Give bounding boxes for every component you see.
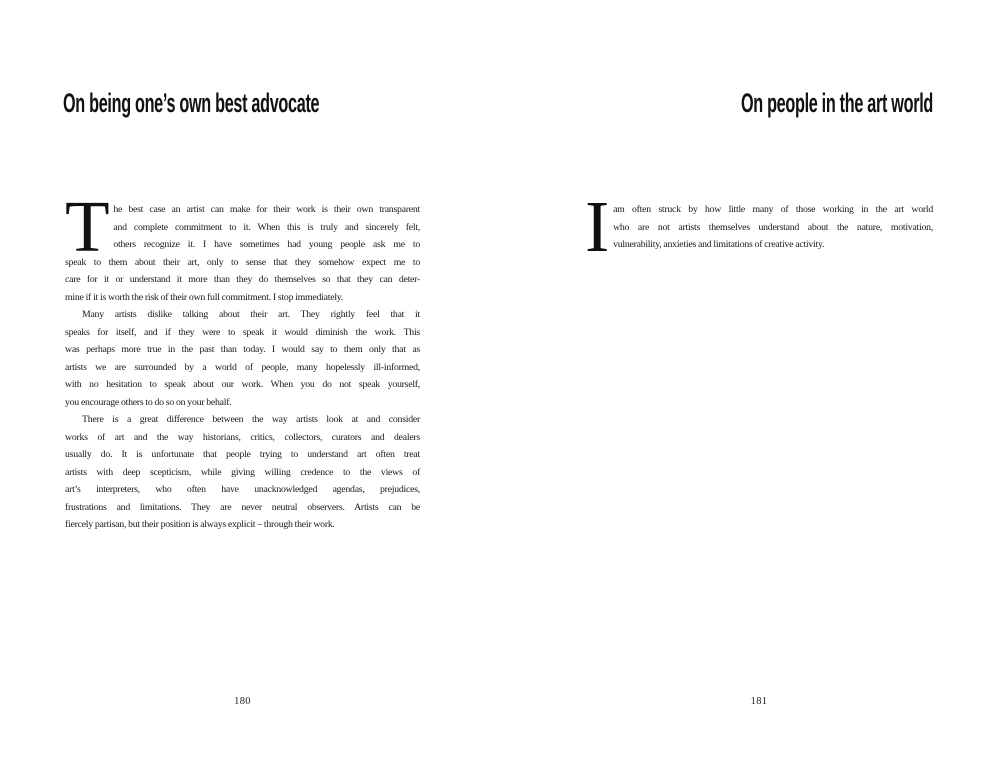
text-line: and complete commitment to it. When this is truly and sincerely felt,: [113, 221, 420, 233]
text-line: usually do. It is unfortunate that people trying to understand art often treat: [65, 449, 420, 460]
text-line: There is a great difference between the way artists look at and consider: [82, 414, 420, 425]
text-line: speaks for itself, and if they were to speak it would diminish the work. This: [65, 326, 420, 338]
text-line: fiercely partisan, but their position is always explicit – through their work.: [65, 519, 335, 530]
text-line: am often struck by how little many of those working in the art world: [613, 204, 933, 215]
text-column-right: [585, 186, 933, 267]
text-line: frustrations and limitations. They are never neutral observers. Artists can be: [65, 501, 420, 513]
text-line: who are not artists themselves understand about the nature, motivation,: [613, 221, 933, 233]
text-line: artists with deep scepticism, while giving willing credence to the views of: [65, 466, 420, 478]
text-line: others recognize it. I have sometimes had young people ask me to: [113, 239, 420, 250]
drop-cap-left: T: [65, 186, 110, 267]
chapter-title-right: On people in the art world: [740, 88, 933, 118]
chapter-title-left: On being one’s own best advocate: [63, 88, 320, 118]
text-line: care for it or understand it more than they do themselves so that they can deter-: [65, 274, 420, 285]
text-column-left: [65, 186, 420, 534]
text-line: artists we are surrounded by a world of people, many hopelessly ill-informed,: [65, 361, 420, 373]
text-line: mine if it is worth the risk of their own full commitment. I stop immediately.: [65, 291, 343, 303]
text-line: he best case an artist can make for their work is their own transparent: [113, 204, 420, 215]
drop-cap-right: I: [585, 186, 610, 267]
text-line: vulnerability, anxieties and limitations of creative activity.: [613, 239, 825, 250]
text-line: with no hesitation to speak about our work. When you do not speak yourself,: [65, 379, 420, 390]
page-number-right: 181: [750, 696, 768, 707]
text-line: speak to them about their art, only to sense that they somehow expect me to: [65, 256, 420, 268]
text-line: art’s interpreters, who often have unacknowledged agendas, prejudices,: [65, 484, 420, 495]
text-line: you encourage others to do so on your behalf.: [65, 396, 232, 408]
text-line: was perhaps more true in the past than today. I would say to them only that as: [65, 344, 420, 355]
page-number-left: 180: [234, 696, 251, 707]
text-line: works of art and the way historians, critics, collectors, curators and dealers: [65, 431, 420, 443]
text-line: Many artists dislike talking about their art. They rightly feel that it: [82, 309, 420, 320]
